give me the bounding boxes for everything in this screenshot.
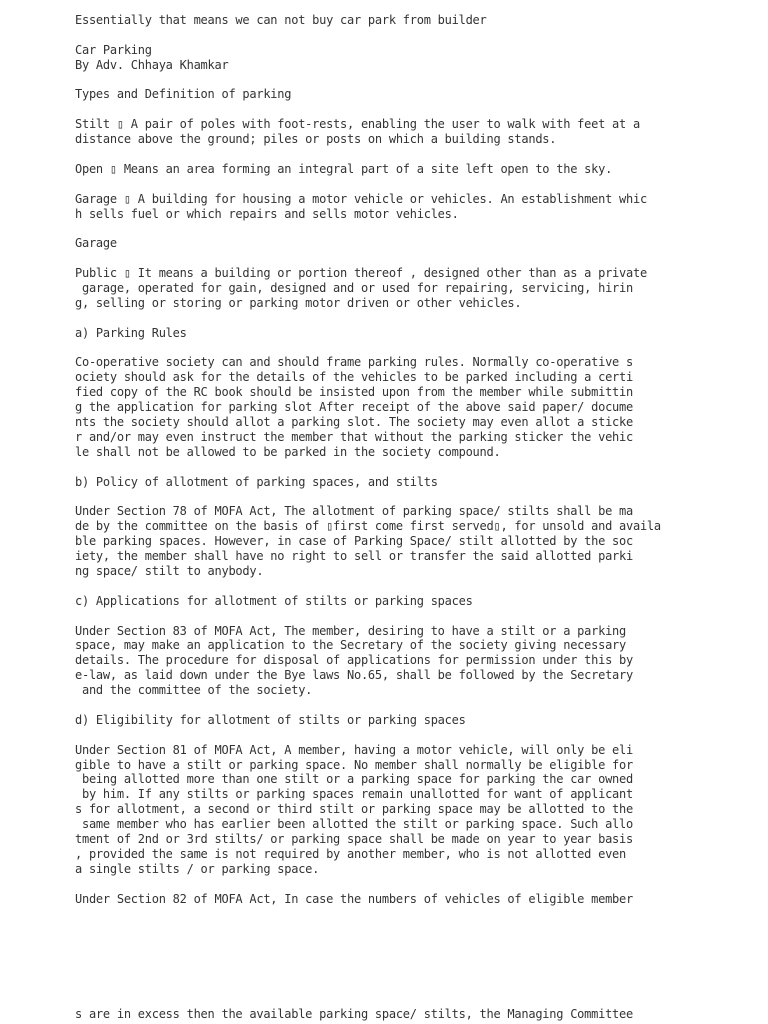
section-c-paragraph: Under Section 83 of MOFA Act, The member, desiring to have a stilt or a parking space, may make an application to the Secretary of the society giving necessary details. The procedure for disposal of applications for permission under this by e-law, as laid down under the Bye laws No.65, shall be followed by the Secretary and the committee of the society. — [75, 623, 633, 698]
section-c-heading: c) Applications for allotment of stilts or parking spaces — [75, 593, 473, 608]
document-body — [75, 13, 765, 906]
section-82-start: Under Section 82 of MOFA Act, In case the numbers of vehicles of eligible member — [75, 891, 633, 906]
section-b-paragraph: Under Section 78 of MOFA Act, The allotment of parking space/ stilts shall be ma de by the committee on the basis of ▯first come first served▯, for unsold and availa ble parking spaces. However, in case of Parking Space/ stilt allotted by the soc iety, the member shall have no right to sell or transfer the said allotted parki ng space/ stilt to anybody. — [75, 504, 661, 578]
types-heading: Types and Definition of parking — [75, 87, 292, 102]
section-82-continued: s are in excess then the available parking space/ stilts, the Managing Committee — [75, 1007, 633, 1021]
public-definition: Public ▯ It means a building or portion thereof , designed other than as a private garage, operated for gain, designed and or used for repairing, servicing, hirin g, selling or storing or parking motor driven or other vehicles. — [75, 266, 647, 310]
stilt-definition: Stilt ▯ A pair of poles with foot-rests, enabling the user to walk with feet at a distance above the ground; piles or posts on which a building stands. — [75, 117, 640, 147]
document-author: By Adv. Chhaya Khamkar — [75, 57, 229, 72]
section-d-heading: d) Eligibility for allotment of stilts or parking spaces — [75, 712, 466, 727]
open-definition: Open ▯ Means an area forming an integral part of a site left open to the sky. — [75, 161, 613, 176]
section-a-paragraph: Co-operative society can and should frame parking rules. Normally co-operative s ociety should ask for the details of the vehicles to be parked including a certi fied copy of the RC book should be insisted upon from the member while submittin g the application for parking slot After receipt of the above said paper/ docume nts the society should allot a parking slot. The society may even allot a sticke r and/or may even instruct the member that without the parking sticker the vehic le shall not be allowed to be parked in the society compound. — [75, 355, 633, 459]
intro-line: Essentially that means we can not buy car park from builder — [75, 13, 487, 27]
garage-definition: Garage ▯ A building for housing a motor vehicle or vehicles. An establishment whic h sells fuel or which repairs and sells motor vehicles. — [75, 191, 647, 221]
document-title: Car Parking — [75, 42, 152, 57]
section-d-paragraph: Under Section 81 of MOFA Act, A member, having a motor vehicle, will only be eli gible to have a stilt or parking space. No member shall normally be eligible for being allotted more than one stilt or a parking space for parking the car owned by him. If any stilts or parking spaces remain unallotted for want of applicant s for allotment, a second or third stilt or parking space may be allotted to the same member who has earlier been allotted the stilt or parking space. Such allo tment of 2nd or 3rd stilts/ or parking space shall be made on year to year basis , provided the same is not required by another member, who is not allotted even a single stilts / or parking space. — [75, 742, 633, 876]
section-a-heading: a) Parking Rules — [75, 325, 187, 340]
garage-heading: Garage — [75, 236, 117, 251]
section-b-heading: b) Policy of allotment of parking spaces, and stilts — [75, 474, 438, 489]
